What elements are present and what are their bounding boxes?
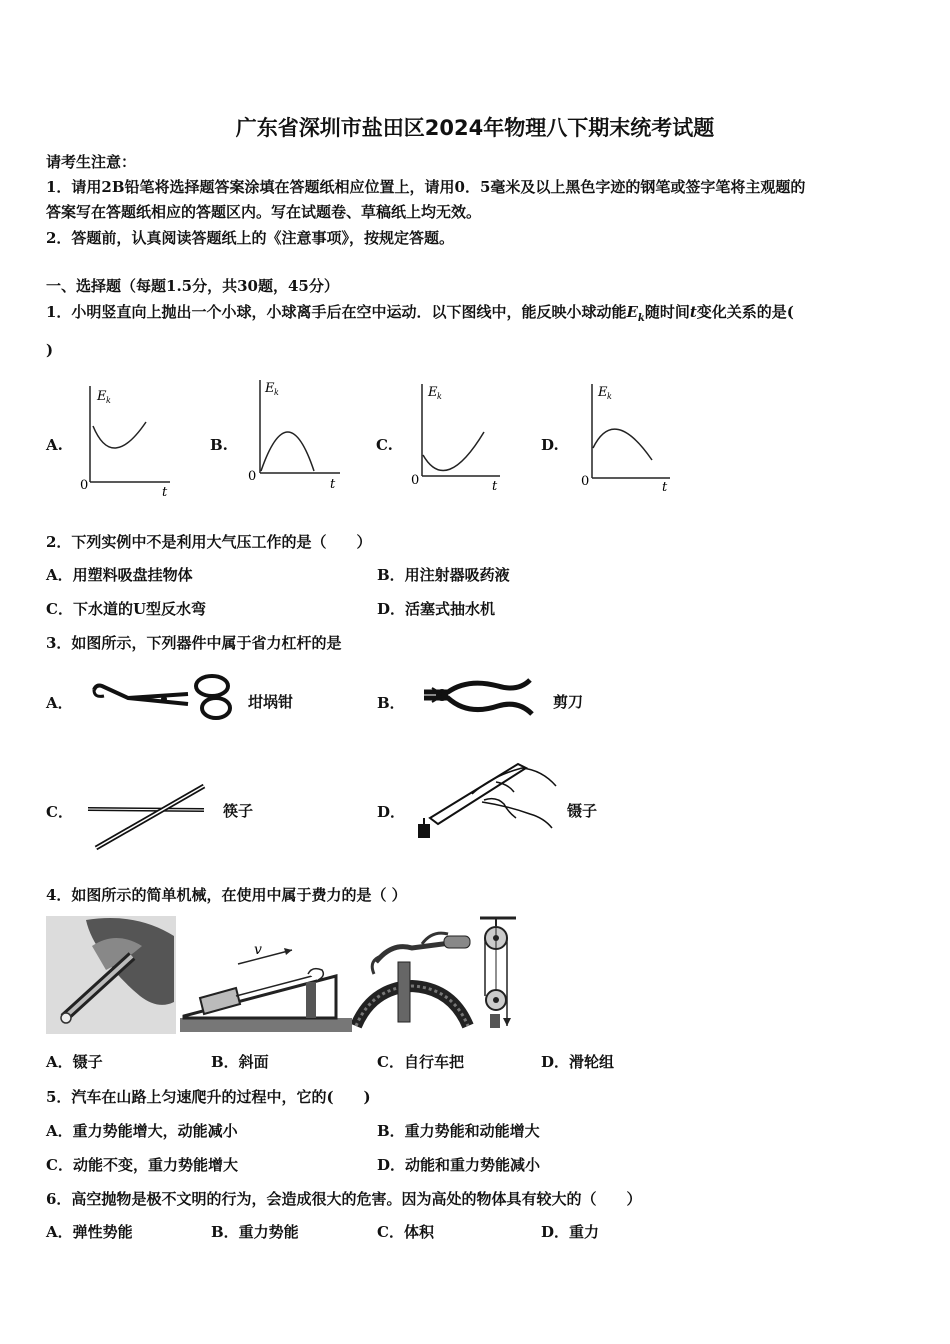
notice-item-1-line-2: 答案写在答题纸相应的答题区内。写在试题卷、草稿纸上均无效。 <box>46 203 482 221</box>
q1-ek-subscript: k <box>637 313 645 324</box>
notice-item-2: 2．答题前，认真阅读答题纸上的《注意事项》，按规定答题。 <box>46 229 454 247</box>
q6-option-a[interactable]: A．弹性势能 <box>46 1223 133 1241</box>
q1-graph-b-curve <box>261 432 314 471</box>
q3-option-b-label: B． <box>377 694 405 712</box>
q1-graph-c[interactable] <box>408 380 508 498</box>
q3-option-d-name: 镊子 <box>567 802 598 820</box>
q1-graph-b-ylabel-sub: k <box>274 388 279 397</box>
q4-stem: 4．如图所示的简单机械，在使用中属于费力的是（ ） <box>46 886 407 904</box>
q1-ek-symbol: E <box>626 303 638 321</box>
q4-pulley-system-image[interactable] <box>476 916 520 1038</box>
q1-graph-d-xlabel: t <box>662 480 668 495</box>
q1-graph-c-ylabel-sub: k <box>437 392 442 401</box>
page-title: 广东省深圳市盐田区2024年物理八下期末统考试题 <box>235 116 715 140</box>
q2-option-d[interactable]: D．活塞式抽水机 <box>377 600 496 618</box>
q4-option-b[interactable]: B．斜面 <box>211 1053 269 1071</box>
q3-scissors-image[interactable] <box>418 672 548 724</box>
q1-graph-b-origin: 0 <box>248 469 257 484</box>
q1-graph-a-origin: 0 <box>80 478 89 493</box>
q1-graph-c-origin: 0 <box>411 473 420 488</box>
q1-stem-post: 变化关系的是( <box>696 303 794 321</box>
q2-option-b[interactable]: B．用注射器吸药液 <box>377 566 510 584</box>
q1-graph-a[interactable] <box>76 382 176 500</box>
q1-stem <box>46 302 794 329</box>
q1-graph-d-ylabel-sub: k <box>607 392 612 401</box>
q4-incline-image[interactable] <box>180 936 352 1034</box>
q1-graph-a-curve <box>93 422 146 448</box>
q3-option-c-label: C． <box>46 803 73 821</box>
q2-option-a[interactable]: A．用塑料吸盘挂物体 <box>46 566 193 584</box>
q1-graph-a-ylabel: E <box>97 389 107 404</box>
q2-option-c[interactable]: C．下水道的U型反水弯 <box>46 600 207 618</box>
q1-graph-a-ylabel-sub: k <box>106 396 111 405</box>
q1-option-a-label: A. <box>46 436 63 454</box>
q3-tweezers-image[interactable] <box>412 756 562 860</box>
q5-option-a[interactable]: A．重力势能增大，动能减小 <box>46 1122 238 1140</box>
q6-option-c[interactable]: C．体积 <box>377 1223 434 1241</box>
q1-option-d-label: D. <box>541 436 559 454</box>
q4-option-d[interactable]: D．滑轮组 <box>541 1053 615 1071</box>
q3-option-a-name: 坩埚钳 <box>248 693 294 711</box>
q3-option-d-label: D． <box>377 803 406 821</box>
q1-option-b-label: B. <box>210 436 228 454</box>
q1-graph-c-ylabel: E <box>428 385 438 400</box>
q1-graph-a-xlabel: t <box>162 485 168 500</box>
q4-option-c[interactable]: C．自行车把 <box>377 1053 464 1071</box>
q1-graph-d-origin: 0 <box>581 474 590 489</box>
q1-graph-c-xlabel: t <box>492 479 498 494</box>
q1-t-symbol: t <box>689 303 697 321</box>
q5-stem: 5．汽车在山路上匀速爬升的过程中，它的( ) <box>46 1088 371 1106</box>
q1-graph-d-ylabel: E <box>598 385 608 400</box>
q6-option-d[interactable]: D．重力 <box>541 1223 600 1241</box>
q6-stem: 6．高空抛物是极不文明的行为，会造成很大的危害。因为高处的物体具有较大的（ ） <box>46 1190 642 1208</box>
q3-option-a-label: A． <box>46 694 73 712</box>
q1-graph-d[interactable] <box>578 380 678 498</box>
q1-stem-line-2: ) <box>46 341 54 359</box>
q5-option-d[interactable]: D．动能和重力势能减小 <box>377 1156 541 1174</box>
q5-option-b[interactable]: B．重力势能和动能增大 <box>377 1122 540 1140</box>
q5-option-c[interactable]: C．动能不变，重力势能增大 <box>46 1156 238 1174</box>
q2-stem: 2．下列实例中不是利用大气压工作的是（ ） <box>46 533 372 551</box>
q6-option-b[interactable]: B．重力势能 <box>211 1223 299 1241</box>
q4-bicycle-handlebar-image[interactable] <box>352 926 476 1036</box>
q1-graph-b[interactable] <box>246 378 346 496</box>
section-heading: 一、选择题（每题1.5分，共30题，45分） <box>46 277 339 295</box>
q4-option-a[interactable]: A．镊子 <box>46 1053 103 1071</box>
q3-crucible-tongs-image[interactable] <box>88 668 238 724</box>
q1-graph-b-ylabel: E <box>265 381 275 396</box>
q3-stem: 3．如图所示，下列器件中属于省力杠杆的是 <box>46 634 342 652</box>
q4-velocity-label: v <box>254 942 262 958</box>
q3-option-b-name: 剪刀 <box>553 693 584 711</box>
q1-stem-pre: 1．小明竖直向上抛出一个小球，小球离手后在空中运动．以下图线中，能反映小球动能 <box>46 303 627 321</box>
q1-graph-c-curve <box>423 432 484 471</box>
q3-chopsticks-image[interactable] <box>84 776 214 856</box>
q1-graph-b-xlabel: t <box>330 477 336 492</box>
notice-item-1-line-1: 1．请用2B铅笔将选择题答案涂填在答题纸相应位置上，请用0．5毫米及以上黑色字迹的钢笔或签字笔将主观题的 <box>46 178 806 196</box>
q1-graph-d-curve <box>593 429 652 460</box>
q3-option-c-name: 筷子 <box>223 802 254 820</box>
q4-tweezers-photo[interactable] <box>46 916 176 1034</box>
q1-stem-mid: 随时间 <box>644 303 690 321</box>
notice-heading: 请考生注意： <box>46 153 137 171</box>
q1-option-c-label: C. <box>376 436 393 454</box>
